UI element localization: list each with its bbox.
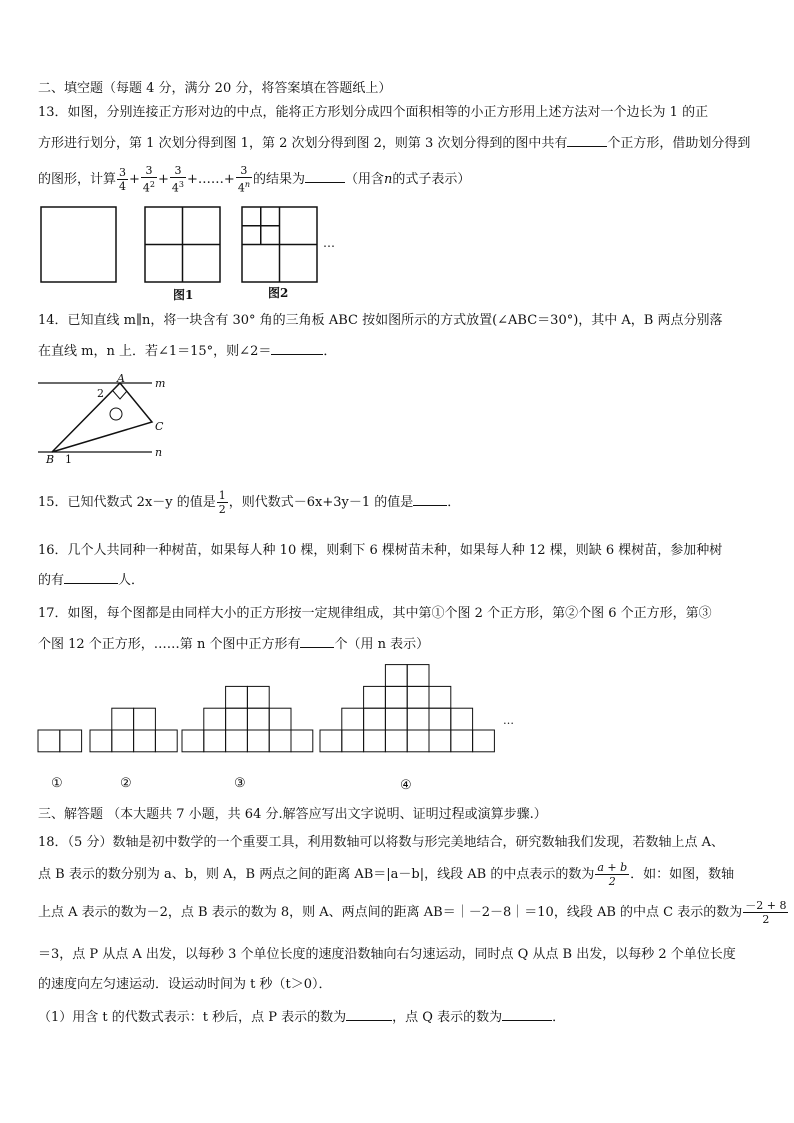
fig-label-2: ② xyxy=(120,776,132,791)
q18-line5: 的速度向左匀速运动．设运动时间为 t 秒（t＞0）． xyxy=(38,977,332,992)
q15-text-b: ，则代数式－6x+3y－1 的值是 xyxy=(228,495,414,510)
q14-line2-text-b: ． xyxy=(323,344,337,359)
unit-square xyxy=(385,708,407,730)
unit-square xyxy=(291,730,313,752)
q18-sub1-text-c: ． xyxy=(552,1010,566,1025)
unit-square xyxy=(247,686,269,708)
unit-square xyxy=(269,730,291,752)
unit-square xyxy=(60,730,82,752)
staircase-figure-1 xyxy=(38,730,82,752)
unit-square xyxy=(407,686,429,708)
unit-square xyxy=(226,708,248,730)
unit-square xyxy=(342,730,364,752)
unit-square xyxy=(155,730,177,752)
unit-square xyxy=(385,686,407,708)
unit-square xyxy=(385,730,407,752)
q18-answer-blank-p[interactable] xyxy=(346,1008,392,1021)
unit-square xyxy=(429,686,451,708)
unit-square xyxy=(226,686,248,708)
q13-ellipsis: … xyxy=(323,236,335,250)
q16-line2-text-a: 的有 xyxy=(38,573,65,588)
q13-line2-text-a: 方形进行划分，第 1 次划分得到图 1，第 2 次划分得到图 2，则第 3 次划分得到的图中共有 xyxy=(38,136,568,151)
unit-square xyxy=(407,708,429,730)
q17-line1: 17．如图，每个图都是由同样大小的正方形按一定规律组成，其中第①个图 2 个正方形，第②个图 6 个正方形，第③ xyxy=(38,606,712,621)
unit-square xyxy=(134,730,156,752)
fig-label-1: ① xyxy=(51,776,63,791)
q13-frac-3: $\frac{3}{4^3}$ xyxy=(171,164,185,195)
unit-square xyxy=(364,686,386,708)
q17-line2-text-a: 个图 12 个正方形，……第 n 个图中正方形有 xyxy=(38,637,301,652)
staircase-figure-3 xyxy=(182,686,313,751)
unit-square xyxy=(342,708,364,730)
q13-frac-n: $\frac{3}{4^n}$ xyxy=(237,164,250,195)
unit-square xyxy=(247,730,269,752)
q18-sub1 xyxy=(38,1008,565,1027)
staircase-figure-2 xyxy=(90,708,177,752)
plus-sign: + xyxy=(187,171,198,187)
q13-line3-text-a: 的图形，计算 xyxy=(38,171,117,187)
q13-line3-text-d: 的式子表示） xyxy=(392,171,471,187)
q18-sub1-text-b: ，点 Q 表示的数为 xyxy=(392,1010,503,1025)
q13-line1: 13．如图，分别连接正方形对边的中点，能将正方形划分成四个面积相等的小正方形用上述方法对一个边长为 1 的正 xyxy=(38,105,709,120)
unit-square xyxy=(134,708,156,730)
unit-square xyxy=(385,665,407,687)
q13-frac-2: $\frac{3}{4^2}$ xyxy=(142,164,156,195)
unit-square xyxy=(112,730,134,752)
unit-square xyxy=(269,708,291,730)
q15-text-a: 15．已知代数式 2x－y 的值是 xyxy=(38,495,216,510)
q18-line3-text-a: 上点 A 表示的数为－2，点 B 表示的数为 8，则 A、两点间的距离 AB＝｜－2－8｜＝10，线段 AB 的中点 C 表示的数为 xyxy=(38,905,743,920)
unit-square xyxy=(451,708,473,730)
unit-square xyxy=(451,730,473,752)
unit-square xyxy=(364,730,386,752)
q18-line2-text-b: ．如：如图，数轴 xyxy=(630,867,735,882)
q18-line1: 18．（5 分）数轴是初中数学的一个重要工具，利用数轴可以将数与形完美地结合，研究数轴我们发现，若数轴上点 A、 xyxy=(38,835,724,850)
label-A: A xyxy=(117,372,125,385)
q17-line2-text-b: 个（用 n 表示） xyxy=(334,637,430,652)
q16-line2-text-b: 人． xyxy=(118,573,145,588)
q13-line3-text-c: （用含 xyxy=(345,171,385,187)
q16-line1: 16．几个人共同种一种树苗，如果每人种 10 棵，则剩下 6 棵树苗未种，如果每人种 12 棵，则缺 6 棵树苗，参加种树 xyxy=(38,543,723,558)
section2-title: 二、填空题（每题 4 分，满分 20 分，将答案填在答题纸上） xyxy=(38,81,392,96)
unit-square xyxy=(90,730,112,752)
q18-line2-text-a: 点 B 表示的数分别为 a、b，则 A，B 两点之间的距离 AB＝|a－b|，线段 AB 的中点表示的数为 xyxy=(38,867,595,882)
unit-square xyxy=(320,730,342,752)
label-m: m xyxy=(155,377,166,390)
fig-label-3: ③ xyxy=(234,776,246,791)
fig2-label: 图2 xyxy=(268,286,289,300)
plus-sign: + xyxy=(223,171,235,187)
label-C: C xyxy=(155,420,164,433)
dots: …… xyxy=(197,171,224,187)
unit-square xyxy=(407,665,429,687)
unit-square xyxy=(112,708,134,730)
label-2: 2 xyxy=(97,387,104,400)
plus-sign: + xyxy=(129,171,140,187)
plus-sign: + xyxy=(158,171,169,187)
label-1: 1 xyxy=(65,453,72,466)
label-B: B xyxy=(46,453,55,466)
q13-line3-text-b: 的结果为 xyxy=(252,171,305,187)
fig1-label: 图1 xyxy=(173,288,194,302)
q15-frac: $\frac{1}{2}$ xyxy=(218,489,226,516)
q13-var-n: n xyxy=(384,171,393,187)
section3-title: 三、解答题 （本大题共 7 小题，共 64 分.解答应写出文字说明、证明过程或演算步骤.） xyxy=(38,807,547,822)
q18-midpoint-formula: $\frac{a + b}{2}$ xyxy=(597,861,628,888)
unit-square xyxy=(407,730,429,752)
unit-square xyxy=(429,708,451,730)
unit-square xyxy=(429,730,451,752)
unit-square xyxy=(204,708,226,730)
q18-answer-blank-q[interactable] xyxy=(502,1008,552,1021)
q18-line3 xyxy=(38,898,789,928)
unit-square xyxy=(473,730,495,752)
unit-square xyxy=(364,708,386,730)
q13-line2-text-b: 个正方形，借助划分得到 xyxy=(607,136,751,151)
unit-square xyxy=(182,730,204,752)
staircase-figure-4 xyxy=(320,665,494,752)
q18-line2 xyxy=(38,860,734,890)
q17-ellipsis: … xyxy=(503,714,514,727)
label-n: n xyxy=(155,446,163,459)
q13-frac-1: $\frac{3}{4}$ xyxy=(119,165,127,193)
unit-square xyxy=(204,730,226,752)
q14-line1: 14．已知直线 m∥n，将一块含有 30° 角的三角板 ABC 按如图所示的方式放置(∠ABC＝30°)，其中 A，B 两点分别落 xyxy=(38,313,723,328)
q18-example-formula: $\frac{-2 + 8}{2}$ xyxy=(745,899,787,926)
q18-sub1-text-a: （1）用含 t 的代数式表示：t 秒后，点 P 表示的数为 xyxy=(38,1010,347,1025)
q18-line4: ＝3，点 P 从点 A 出发，以每秒 3 个单位长度的速度沿数轴向右匀速运动，同时点 Q 从点 B 出发，以每秒 2 个单位长度 xyxy=(38,947,736,962)
unit-square xyxy=(247,708,269,730)
q14-line2-text-a: 在直线 m，n 上．若∠1＝15°，则∠2＝ xyxy=(38,344,272,359)
unit-square xyxy=(38,730,60,752)
unit-square xyxy=(226,730,248,752)
fig-label-4: ④ xyxy=(400,778,412,793)
q15-text-c: ． xyxy=(447,495,461,510)
